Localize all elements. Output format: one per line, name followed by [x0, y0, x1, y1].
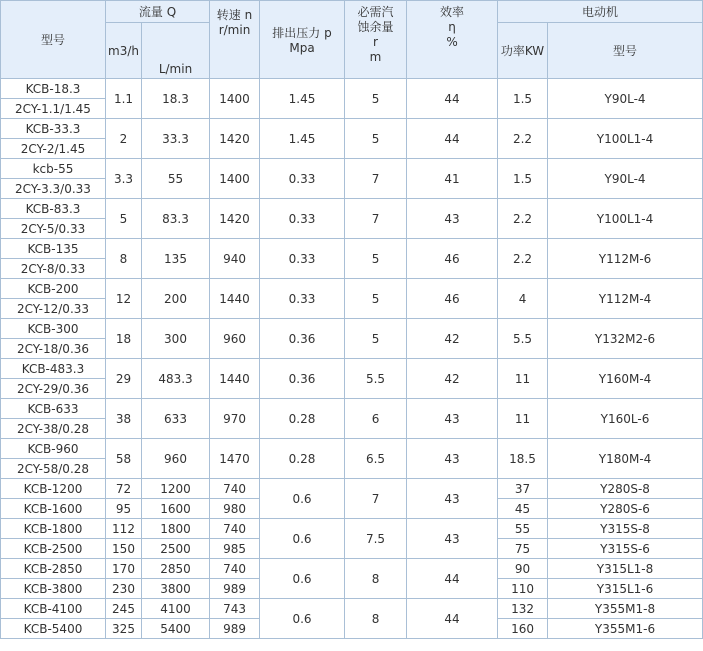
motor-model-cell: Y180M-4 — [548, 439, 703, 479]
speed-cell: 1440 — [210, 359, 260, 399]
model-cell: KCB-300 — [1, 319, 106, 339]
table-header — [1, 1, 703, 79]
flow-lmin-cell: 2500 — [142, 539, 210, 559]
motor-power-cell: 75 — [498, 539, 548, 559]
efficiency-cell: 44 — [407, 119, 498, 159]
motor-model-cell: Y90L-4 — [548, 79, 703, 119]
flow-lmin-cell: 135 — [142, 239, 210, 279]
flow-m3h-cell: 1.1 — [106, 79, 142, 119]
motor-model-cell: Y90L-4 — [548, 159, 703, 199]
pressure-cell: 0.36 — [260, 319, 345, 359]
table-row — [1, 319, 703, 339]
speed-cell: 985 — [210, 539, 260, 559]
model-cell: KCB-33.3 — [1, 119, 106, 139]
table-row — [1, 79, 703, 99]
pressure-cell: 0.33 — [260, 159, 345, 199]
model-cell: 2CY-38/0.28 — [1, 419, 106, 439]
motor-power-cell: 5.5 — [498, 319, 548, 359]
motor-model-cell: Y315L1-8 — [548, 559, 703, 579]
header-motor-model: 型号 — [548, 23, 703, 79]
flow-m3h-cell: 8 — [106, 239, 142, 279]
model-cell: 2CY-58/0.28 — [1, 459, 106, 479]
motor-model-cell: Y112M-4 — [548, 279, 703, 319]
npsh-cell: 6 — [345, 399, 407, 439]
header-flow-m3h: m3/h — [106, 23, 142, 79]
efficiency-cell: 46 — [407, 279, 498, 319]
efficiency-cell: 43 — [407, 519, 498, 559]
flow-lmin-cell: 200 — [142, 279, 210, 319]
table-row — [1, 359, 703, 379]
motor-power-cell: 1.5 — [498, 79, 548, 119]
model-cell: KCB-1200 — [1, 479, 106, 499]
efficiency-cell: 46 — [407, 239, 498, 279]
table-row — [1, 159, 703, 179]
model-cell: KCB-960 — [1, 439, 106, 459]
motor-power-cell: 1.5 — [498, 159, 548, 199]
model-cell: KCB-5400 — [1, 619, 106, 639]
flow-m3h-cell: 58 — [106, 439, 142, 479]
flow-m3h-cell: 5 — [106, 199, 142, 239]
speed-cell: 940 — [210, 239, 260, 279]
model-cell: 2CY-18/0.36 — [1, 339, 106, 359]
pressure-cell: 0.33 — [260, 199, 345, 239]
flow-lmin-cell: 1600 — [142, 499, 210, 519]
model-cell: KCB-1600 — [1, 499, 106, 519]
flow-m3h-cell: 12 — [106, 279, 142, 319]
table-row — [1, 239, 703, 259]
pressure-cell: 0.33 — [260, 239, 345, 279]
npsh-cell: 5 — [345, 319, 407, 359]
efficiency-cell: 43 — [407, 399, 498, 439]
speed-cell: 970 — [210, 399, 260, 439]
pressure-cell: 0.36 — [260, 359, 345, 399]
table-row — [1, 119, 703, 139]
flow-m3h-cell: 3.3 — [106, 159, 142, 199]
npsh-cell: 5 — [345, 119, 407, 159]
flow-m3h-cell: 18 — [106, 319, 142, 359]
model-cell: KCB-3800 — [1, 579, 106, 599]
table-row — [1, 279, 703, 299]
efficiency-cell: 41 — [407, 159, 498, 199]
flow-lmin-cell: 1800 — [142, 519, 210, 539]
motor-model-cell: Y100L1-4 — [548, 119, 703, 159]
motor-power-cell: 2.2 — [498, 239, 548, 279]
npsh-cell: 5.5 — [345, 359, 407, 399]
npsh-cell: 5 — [345, 279, 407, 319]
pressure-cell: 0.6 — [260, 479, 345, 519]
efficiency-cell: 44 — [407, 79, 498, 119]
npsh-cell: 5 — [345, 239, 407, 279]
flow-m3h-cell: 150 — [106, 539, 142, 559]
table-row — [1, 559, 703, 579]
motor-model-cell: Y355M1-8 — [548, 599, 703, 619]
motor-model-cell: Y100L1-4 — [548, 199, 703, 239]
npsh-cell: 7.5 — [345, 519, 407, 559]
pressure-cell: 0.28 — [260, 439, 345, 479]
flow-m3h-cell: 38 — [106, 399, 142, 439]
motor-power-cell: 55 — [498, 519, 548, 539]
flow-lmin-cell: 4100 — [142, 599, 210, 619]
flow-m3h-cell: 95 — [106, 499, 142, 519]
flow-lmin-cell: 633 — [142, 399, 210, 439]
flow-m3h-cell: 230 — [106, 579, 142, 599]
pressure-cell: 0.6 — [260, 519, 345, 559]
motor-power-cell: 4 — [498, 279, 548, 319]
efficiency-cell: 43 — [407, 199, 498, 239]
pressure-cell: 0.33 — [260, 279, 345, 319]
pressure-cell: 1.45 — [260, 79, 345, 119]
table-row — [1, 519, 703, 539]
flow-lmin-cell: 300 — [142, 319, 210, 359]
header-motor: 电动机 — [498, 1, 703, 23]
model-cell: 2CY-12/0.33 — [1, 299, 106, 319]
flow-lmin-cell: 55 — [142, 159, 210, 199]
speed-cell: 740 — [210, 519, 260, 539]
model-cell: kcb-55 — [1, 159, 106, 179]
pressure-cell: 1.45 — [260, 119, 345, 159]
motor-power-cell: 160 — [498, 619, 548, 639]
model-cell: KCB-633 — [1, 399, 106, 419]
motor-power-cell: 2.2 — [498, 199, 548, 239]
npsh-cell: 8 — [345, 599, 407, 639]
speed-cell: 740 — [210, 559, 260, 579]
speed-cell: 1420 — [210, 119, 260, 159]
model-cell: KCB-83.3 — [1, 199, 106, 219]
motor-model-cell: Y160M-4 — [548, 359, 703, 399]
efficiency-cell: 43 — [407, 439, 498, 479]
efficiency-cell: 42 — [407, 359, 498, 399]
flow-m3h-cell: 325 — [106, 619, 142, 639]
efficiency-cell: 44 — [407, 559, 498, 599]
model-cell: 2CY-1.1/1.45 — [1, 99, 106, 119]
motor-model-cell: Y160L-6 — [548, 399, 703, 439]
speed-cell: 1400 — [210, 159, 260, 199]
flow-m3h-cell: 29 — [106, 359, 142, 399]
header-model: 型号 — [1, 1, 106, 79]
npsh-cell: 8 — [345, 559, 407, 599]
flow-m3h-cell: 170 — [106, 559, 142, 579]
npsh-cell: 7 — [345, 159, 407, 199]
speed-cell: 1440 — [210, 279, 260, 319]
motor-power-cell: 2.2 — [498, 119, 548, 159]
npsh-cell: 6.5 — [345, 439, 407, 479]
motor-power-cell: 45 — [498, 499, 548, 519]
flow-m3h-cell: 112 — [106, 519, 142, 539]
flow-lmin-cell: 1200 — [142, 479, 210, 499]
speed-cell: 743 — [210, 599, 260, 619]
flow-m3h-cell: 72 — [106, 479, 142, 499]
speed-cell: 740 — [210, 479, 260, 499]
speed-cell: 1400 — [210, 79, 260, 119]
motor-power-cell: 18.5 — [498, 439, 548, 479]
flow-m3h-cell: 2 — [106, 119, 142, 159]
speed-cell: 980 — [210, 499, 260, 519]
table-row — [1, 599, 703, 619]
table-row — [1, 199, 703, 219]
speed-cell: 1420 — [210, 199, 260, 239]
motor-power-cell: 90 — [498, 559, 548, 579]
pressure-cell: 0.28 — [260, 399, 345, 439]
table-row — [1, 439, 703, 459]
motor-model-cell: Y132M2-6 — [548, 319, 703, 359]
motor-model-cell: Y280S-6 — [548, 499, 703, 519]
motor-model-cell: Y355M1-6 — [548, 619, 703, 639]
npsh-cell: 7 — [345, 199, 407, 239]
motor-model-cell: Y112M-6 — [548, 239, 703, 279]
model-cell: KCB-2500 — [1, 539, 106, 559]
motor-model-cell: Y280S-8 — [548, 479, 703, 499]
model-cell: KCB-200 — [1, 279, 106, 299]
model-cell: 2CY-2/1.45 — [1, 139, 106, 159]
motor-model-cell: Y315S-8 — [548, 519, 703, 539]
npsh-cell: 5 — [345, 79, 407, 119]
motor-power-cell: 132 — [498, 599, 548, 619]
model-cell: 2CY-3.3/0.33 — [1, 179, 106, 199]
motor-model-cell: Y315S-6 — [548, 539, 703, 559]
flow-lmin-cell: 83.3 — [142, 199, 210, 239]
model-cell: KCB-18.3 — [1, 79, 106, 99]
flow-lmin-cell: 3800 — [142, 579, 210, 599]
motor-power-cell: 37 — [498, 479, 548, 499]
header-motor-power: 功率KW — [498, 23, 548, 79]
npsh-cell: 7 — [345, 479, 407, 519]
flow-lmin-cell: 18.3 — [142, 79, 210, 119]
flow-lmin-cell: 33.3 — [142, 119, 210, 159]
model-cell: KCB-2850 — [1, 559, 106, 579]
motor-power-cell: 11 — [498, 399, 548, 439]
flow-lmin-cell: 5400 — [142, 619, 210, 639]
speed-cell: 1470 — [210, 439, 260, 479]
motor-model-cell: Y315L1-6 — [548, 579, 703, 599]
table-row — [1, 399, 703, 419]
model-cell: KCB-1800 — [1, 519, 106, 539]
pressure-cell: 0.6 — [260, 599, 345, 639]
header-flow: 流量 Q — [106, 1, 210, 23]
efficiency-cell: 43 — [407, 479, 498, 519]
model-cell: KCB-483.3 — [1, 359, 106, 379]
efficiency-cell: 44 — [407, 599, 498, 639]
flow-lmin-cell: 483.3 — [142, 359, 210, 399]
pressure-cell: 0.6 — [260, 559, 345, 599]
flow-lmin-cell: 960 — [142, 439, 210, 479]
model-cell: 2CY-8/0.33 — [1, 259, 106, 279]
model-cell: KCB-4100 — [1, 599, 106, 619]
speed-cell: 989 — [210, 619, 260, 639]
flow-lmin-cell: 2850 — [142, 559, 210, 579]
header-efficiency: 效率 η % — [407, 1, 498, 79]
efficiency-cell: 42 — [407, 319, 498, 359]
speed-cell: 989 — [210, 579, 260, 599]
header-speed: 转速 n r/min — [210, 1, 260, 79]
motor-power-cell: 110 — [498, 579, 548, 599]
header-npsh: 必需汽 蚀余量 r m — [345, 1, 407, 79]
speed-cell: 960 — [210, 319, 260, 359]
table-body — [1, 79, 703, 639]
header-flow-lmin: L/min — [142, 23, 210, 79]
flow-m3h-cell: 245 — [106, 599, 142, 619]
model-cell: 2CY-5/0.33 — [1, 219, 106, 239]
motor-power-cell: 11 — [498, 359, 548, 399]
table-row — [1, 479, 703, 499]
model-cell: KCB-135 — [1, 239, 106, 259]
model-cell: 2CY-29/0.36 — [1, 379, 106, 399]
header-pressure: 排出压力 p Mpa — [260, 1, 345, 79]
